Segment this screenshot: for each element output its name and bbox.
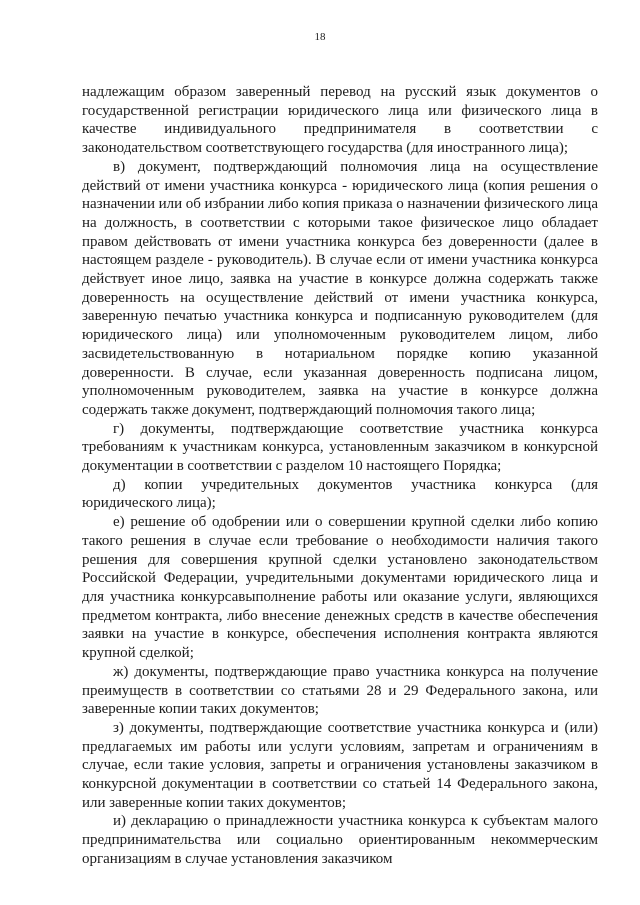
paragraph-item-z: з) документы, подтверждающие соответствие участника конкурса и (или) предлагаемых им работы или услуги условиям, запретам и ограничениям в случае, если такие условия, запреты и ограничения установлены заказчиком в конкурсной документации в соответствии со статьей 14 Федерального закона, или заверенные копии таких документов; — [82, 719, 598, 811]
paragraph-item-d: д) копии учредительных документов участника конкурса (для юридического лица); — [82, 476, 598, 512]
page-number: 18 — [314, 31, 326, 43]
document-body — [82, 83, 598, 869]
paragraph-item-v: в) документ, подтверждающий полномочия лица на осуществление действий от имени участника конкурса - юридического лица (копия решения о назначении или об избрании либо копия приказа о назначении физического лица на должность, в соответствии с которыми такое физическое лицо обладает правом действовать от имени участника конкурса без доверенности (далее в настоящем разделе - руководитель). В случае если от имени участника конкурса действует иное лицо, заявка на участие в конкурсе должна содержать также доверенность на осуществление действий от имени участника конкурса, заверенную печатью участника конкурса и подписанную руководителем (для юридического лица) или уполномоченным руководителем лицом, либо засвидетельствованную в нотариальном порядке копию указанной доверенности. В случае, если указанная доверенность подписана лицом, уполномоченным руководителем, заявка на участие в конкурсе должна содержать также документ, подтверждающий полномочия такого лица; — [82, 158, 598, 418]
paragraph-item-g: г) документы, подтверждающие соответствие участника конкурса требованиям к участникам конкурса, установленным заказчиком в конкурсной документации в соответствии с разделом 10 настоящего Порядка; — [82, 420, 598, 475]
paragraph-item-e: е) решение об одобрении или о совершении крупной сделки либо копию такого решения в случае если требование о необходимости наличия такого решения для совершения крупной сделки установлено законодательством Российской Федерации, учредительными документами юридического лица и для участника конкурсавыполнение работы или оказание услуги, являющихся предметом контракта, либо внесение денежных средств в качестве обеспечения заявки на участие в конкурсе, обеспечения исполнения контракта являются крупной сделкой; — [82, 514, 598, 662]
paragraph-item-i: и) декларацию о принадлежности участника конкурса к субъектам малого предпринимательства или социально ориентированным некоммерческим организациям в случае установления заказчиком — [82, 813, 598, 867]
paragraph-registration-translation: надлежащим образом заверенный перевод на русский язык документов о государственной регистрации юридического лица или физического лица в качестве индивидуального предпринимателя в соответствии с законодательством соответствующего государства (для иностранного лица); — [82, 84, 598, 157]
paragraph-item-zh: ж) документы, подтверждающие право участника конкурса на получение преимуществ в соответствии со статьями 28 и 29 Федерального закона, или заверенные копии таких документов; — [82, 663, 598, 718]
